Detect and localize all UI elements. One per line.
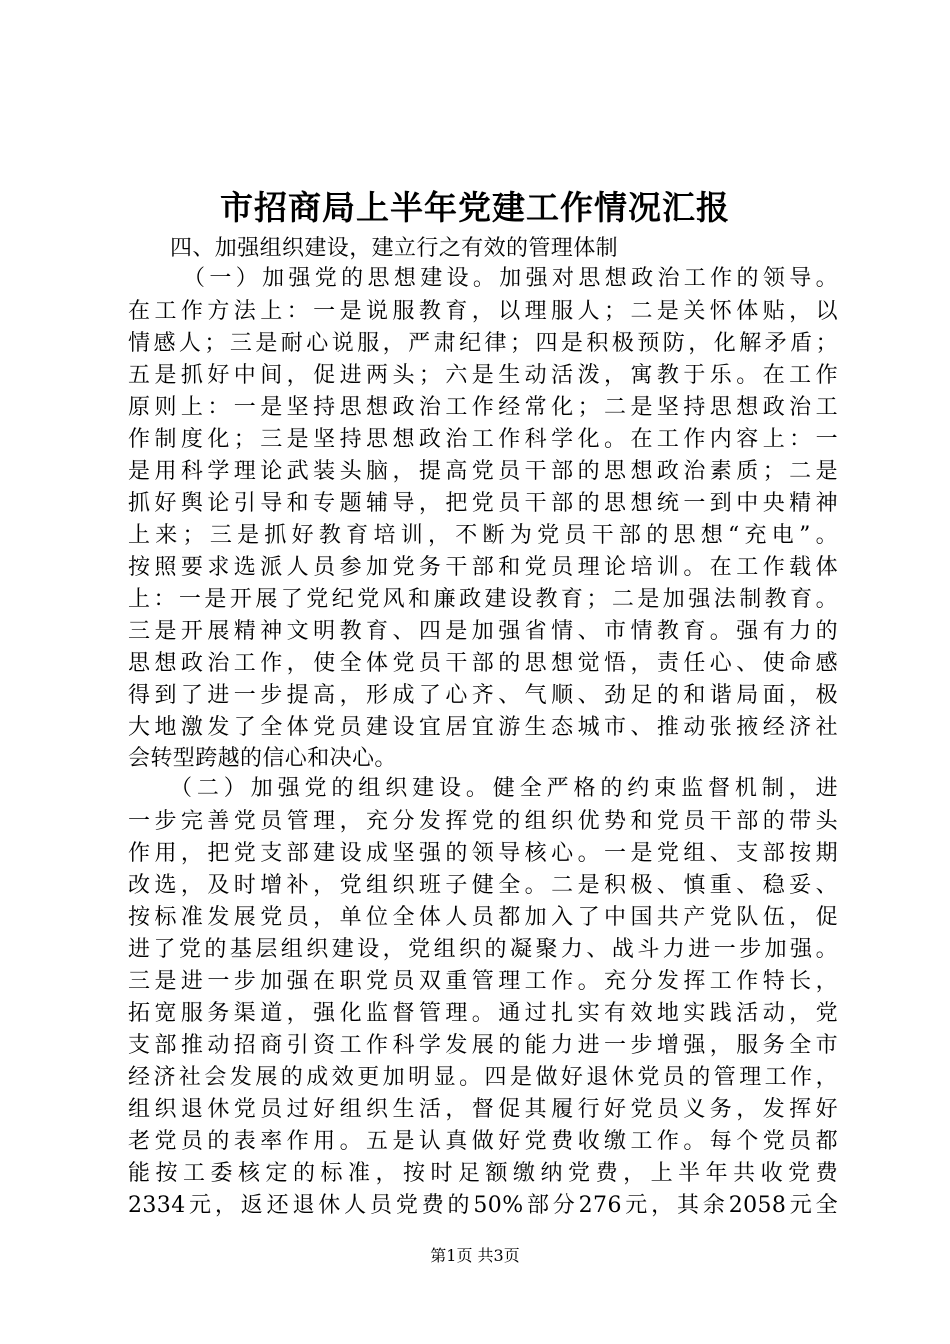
paragraph-line: 能按工委核定的标准，按时足额缴纳党费，上半年共收党费	[128, 1161, 838, 1186]
paragraph-line: 大地激发了全体党员建设宜居宜游生态城市、推动张掖经济社	[128, 715, 838, 740]
paragraph-line: 上来；三是抓好教育培训，不断为党员干部的思想“充电”。	[128, 523, 838, 548]
paragraph-line: 进了党的基层组织建设，党组织的凝聚力、战斗力进一步加强。	[128, 937, 838, 962]
page-footer: 第1页 共3页	[430, 1246, 520, 1265]
paragraph-line: 按标准发展党员，单位全体人员都加入了中国共产党队伍，促	[128, 905, 838, 930]
paragraph-line: 按照要求选派人员参加党务干部和党员理论培训。在工作载体	[128, 555, 838, 580]
paragraph-line: 老党员的表率作用。五是认真做好党费收缴工作。每个党员都	[128, 1129, 838, 1154]
paragraph-line: 改选，及时增补，党组织班子健全。二是积极、慎重、稳妥、	[128, 873, 838, 898]
section-heading: 四、加强组织建设，建立行之有效的管理体制	[170, 236, 619, 261]
paragraph-line: （二）加强党的组织建设。健全严格的约束监督机制，进	[170, 776, 838, 801]
paragraph-line: （一）加强党的思想建设。加强对思想政治工作的领导。	[183, 266, 838, 291]
paragraph-line: 拓宽服务渠道，强化监督管理。通过扎实有效地实践活动，党	[128, 1001, 838, 1026]
paragraph-line: 五是抓好中间，促进两头；六是生动活泼，寓教于乐。在工作	[128, 363, 838, 388]
paragraph-line: 在工作方法上：一是说服教育，以理服人；二是关怀体贴，以	[128, 299, 838, 324]
paragraph-line: 作用，把党支部建设成坚强的领导核心。一是党组、支部按期	[128, 841, 838, 866]
paragraph-line: 组织退休党员过好组织生活，督促其履行好党员义务，发挥好	[128, 1097, 838, 1122]
paragraph-line: 是用科学理论武装头脑，提高党员干部的思想政治素质；二是	[128, 459, 838, 484]
paragraph-line: 思想政治工作，使全体党员干部的思想觉悟，责任心、使命感	[128, 651, 838, 676]
paragraph-line: 会转型跨越的信心和决心。	[128, 746, 397, 771]
paragraph-line: 作制度化；三是坚持思想政治工作科学化。在工作内容上：一	[128, 427, 838, 452]
paragraph-line: 经济社会发展的成效更加明显。四是做好退休党员的管理工作，	[128, 1065, 838, 1090]
document-title: 市招商局上半年党建工作情况汇报	[220, 188, 730, 227]
paragraph-line: 2334元，返还退休人员党费的50%部分276元，其余2058元全	[128, 1193, 838, 1218]
paragraph-line: 三是进一步加强在职党员双重管理工作。充分发挥工作特长，	[128, 969, 838, 994]
paragraph-line: 原则上：一是坚持思想政治工作经常化；二是坚持思想政治工	[128, 395, 838, 420]
paragraph-line: 情感人；三是耐心说服，严肃纪律；四是积极预防，化解矛盾；	[128, 331, 838, 356]
paragraph-line: 一步完善党员管理，充分发挥党的组织优势和党员干部的带头	[128, 809, 838, 834]
paragraph-line: 支部推动招商引资工作科学发展的能力进一步增强，服务全市	[128, 1033, 838, 1058]
paragraph-line: 得到了进一步提高，形成了心齐、气顺、劲足的和谐局面，极	[128, 683, 838, 708]
paragraph-line: 抓好舆论引导和专题辅导，把党员干部的思想统一到中央精神	[128, 491, 838, 516]
paragraph-line: 三是开展精神文明教育、四是加强省情、市情教育。强有力的	[128, 619, 838, 644]
paragraph-line: 上：一是开展了党纪党风和廉政建设教育；二是加强法制教育。	[128, 587, 838, 612]
